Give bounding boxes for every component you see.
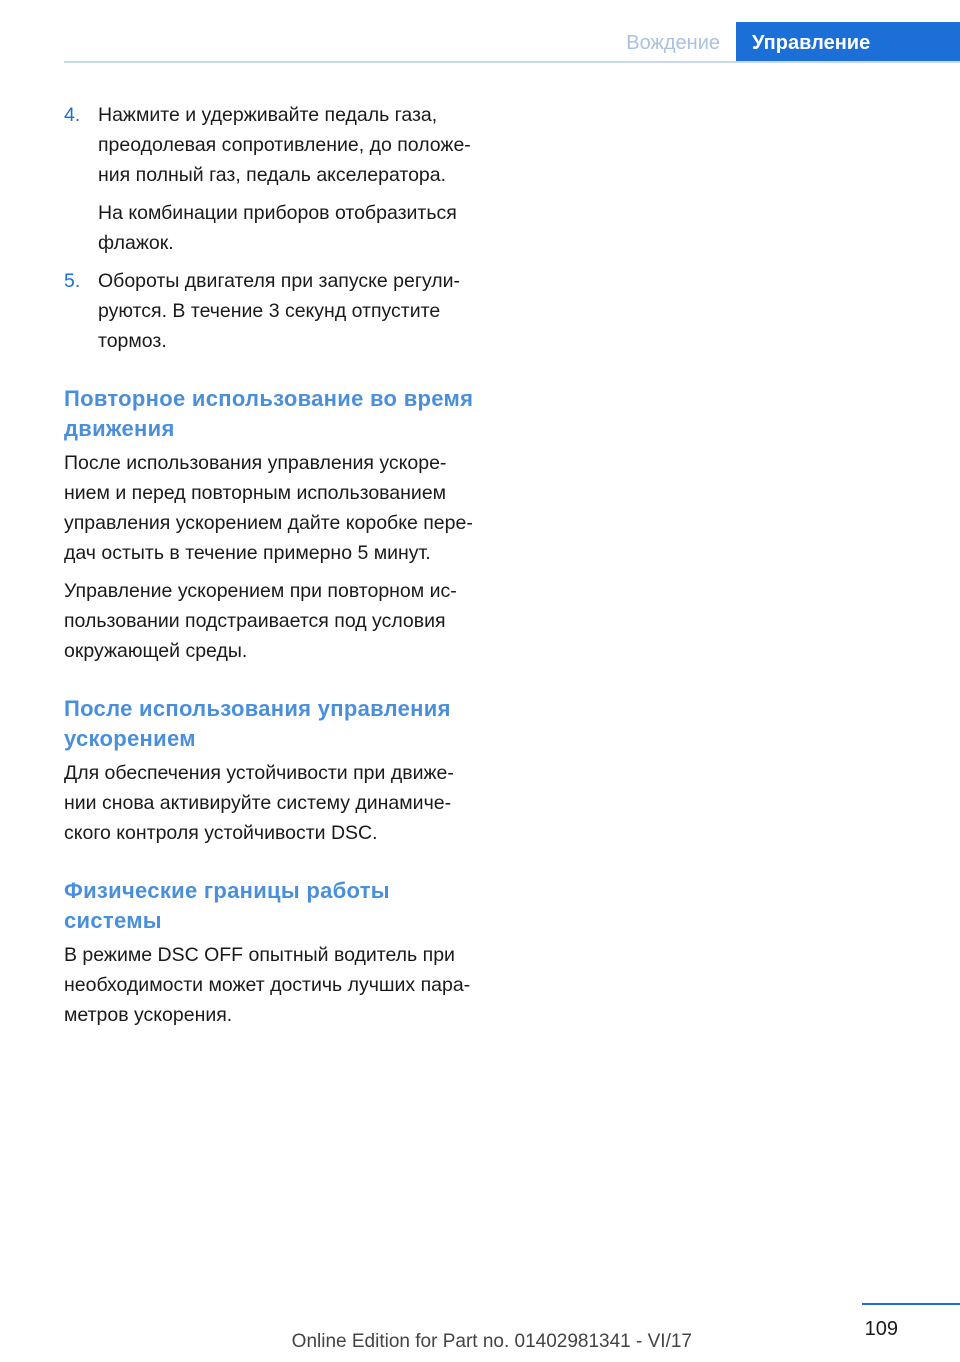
step-item bbox=[64, 266, 478, 356]
page-number: 109 bbox=[864, 1318, 898, 1340]
step-text: Обороты двигателя при запуске регули-руются. В течение 3 секунд отпустите тормоз. bbox=[98, 270, 461, 352]
section-heading: Физические границы работы системы bbox=[64, 878, 390, 933]
header-divider bbox=[64, 61, 960, 63]
header-tab-driving[interactable]: Вождение bbox=[626, 32, 720, 54]
section-paragraph: После использования управления ускоре-нием и перед повторным использованием управления ускорением дайте коробке пере-дач остыть в течение примерно 5 минут. bbox=[64, 452, 473, 564]
step-text: На комбинации приборов отобразиться флажок. bbox=[98, 202, 457, 254]
step-text: Нажмите и удерживайте педаль газа, преодолевая сопротивление, до положе-ния полный газ, педаль акселератора. bbox=[98, 104, 471, 186]
footer-divider bbox=[862, 1303, 960, 1305]
section-heading: После использования управления ускорением bbox=[64, 696, 451, 751]
page-content bbox=[64, 100, 478, 1038]
footer-edition: Online Edition for Part no. 01402981341 - VI/17 bbox=[291, 1331, 692, 1352]
section-paragraph: Для обеспечения устойчивости при движе-нии снова активируйте систему динамиче-ского контроля устойчивости DSC. bbox=[64, 762, 454, 844]
step-number: 5. bbox=[64, 270, 81, 292]
section-paragraph: В режиме DSC OFF опытный водитель при необходимости может достичь лучших пара-метров ускорения. bbox=[64, 944, 471, 1026]
step-number: 4. bbox=[64, 104, 81, 126]
header-tab-controls[interactable]: Управление bbox=[736, 22, 960, 62]
section-heading: Повторное использование во время движения bbox=[64, 386, 474, 441]
step-item bbox=[64, 100, 478, 258]
section-paragraph: Управление ускорением при повторном ис-пользовании подстраивается под условия окружающей среды. bbox=[64, 580, 457, 662]
